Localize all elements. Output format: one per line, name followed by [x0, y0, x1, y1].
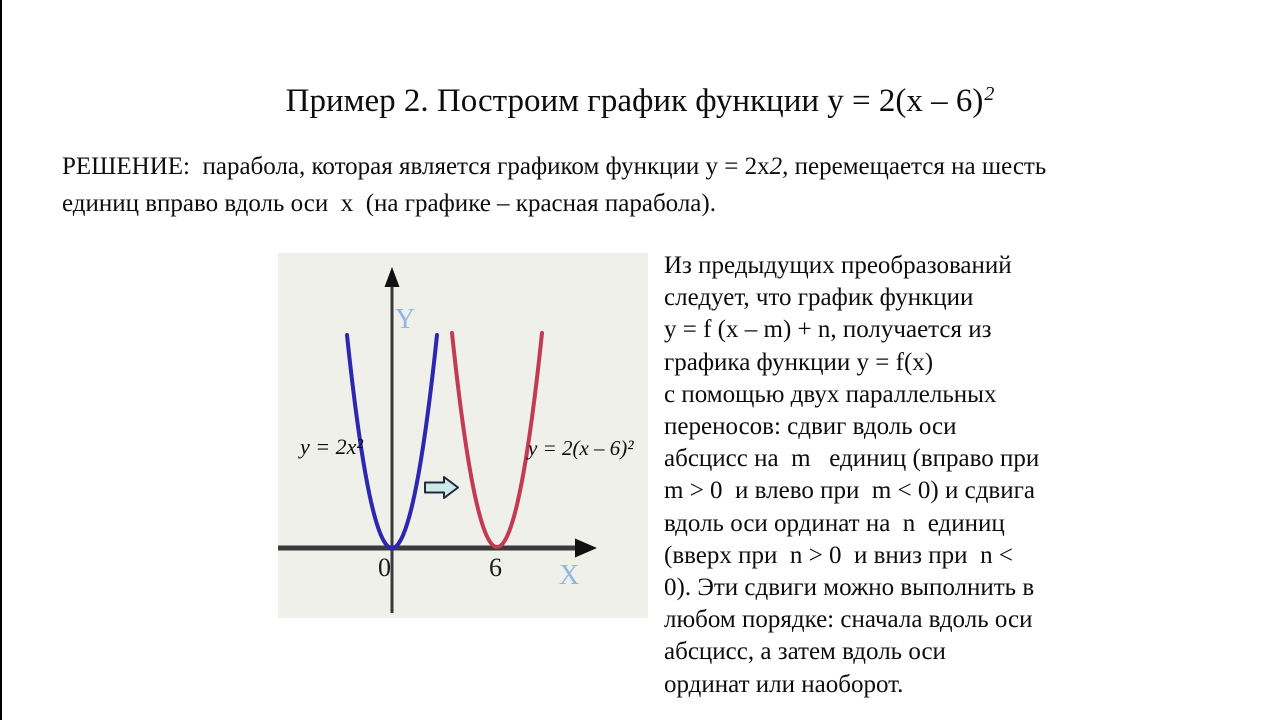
solution-line-2: единиц вправо вдоль оси x (на графике – красная парабола).	[62, 190, 716, 217]
x-axis-arrowhead-icon	[575, 539, 597, 558]
explanation-line: (вверх при n > 0 и вниз при n <	[664, 541, 1013, 569]
shift-right-arrow-icon	[425, 477, 458, 498]
explanation-line: абсцисс на m единиц (вправо при	[664, 445, 1040, 473]
explanation-line: следует, что график функции	[664, 284, 974, 312]
explanation-line: с помощью двух параллельных	[664, 380, 997, 408]
explanation-line: любом порядке: сначала вдоль оси	[664, 606, 1033, 634]
page-title-exponent: 2	[984, 83, 995, 105]
explanation-line: Из предыдущих преобразований	[664, 252, 1012, 279]
page-title	[0, 80, 1280, 126]
page-title-text: Пример 2. Построим график функции y = 2(x – 6)	[285, 83, 984, 119]
explanation-line: графика функции y = f(x)	[664, 348, 934, 376]
parabola-graph-svg	[278, 253, 648, 618]
blue-curve-equation-label: y = 2x²	[300, 434, 363, 459]
solution-paragraph	[62, 148, 1202, 222]
solution-line-1-tail: , перемещается на шесть	[782, 153, 1047, 180]
parabola-graph-figure	[278, 253, 648, 618]
y-axis-label: Y	[395, 304, 416, 335]
red-curve-equation-label: y = 2(x – 6)²	[528, 436, 634, 460]
explanation-line: m > 0 и влево при m < 0) и сдвига	[664, 477, 1035, 505]
explanation-paragraph	[664, 250, 1224, 701]
origin-tick-label: 0	[378, 553, 391, 582]
explanation-line: y = f (x – m) + n, получается из	[664, 316, 992, 344]
vertex-tick-label: 6	[489, 553, 502, 582]
solution-line-1	[62, 148, 1202, 185]
explanation-line: ординат или наоборот.	[664, 670, 904, 698]
y-axis-arrowhead-icon	[385, 267, 400, 287]
explanation-line: абсцисс, а затем вдоль оси	[664, 638, 946, 666]
solution-line-1-exponent: 2	[769, 153, 783, 180]
solution-line-1-text: РЕШЕНИЕ: парабола, которая является графиком функции y = 2x	[62, 153, 770, 180]
explanation-line: вдоль оси ординат на n единиц	[664, 509, 1005, 537]
explanation-line: 0). Эти сдвиги можно выполнить в	[664, 574, 1035, 602]
explanation-line: переносов: сдвиг вдоль оси	[664, 413, 957, 441]
x-axis-label: X	[559, 560, 580, 591]
